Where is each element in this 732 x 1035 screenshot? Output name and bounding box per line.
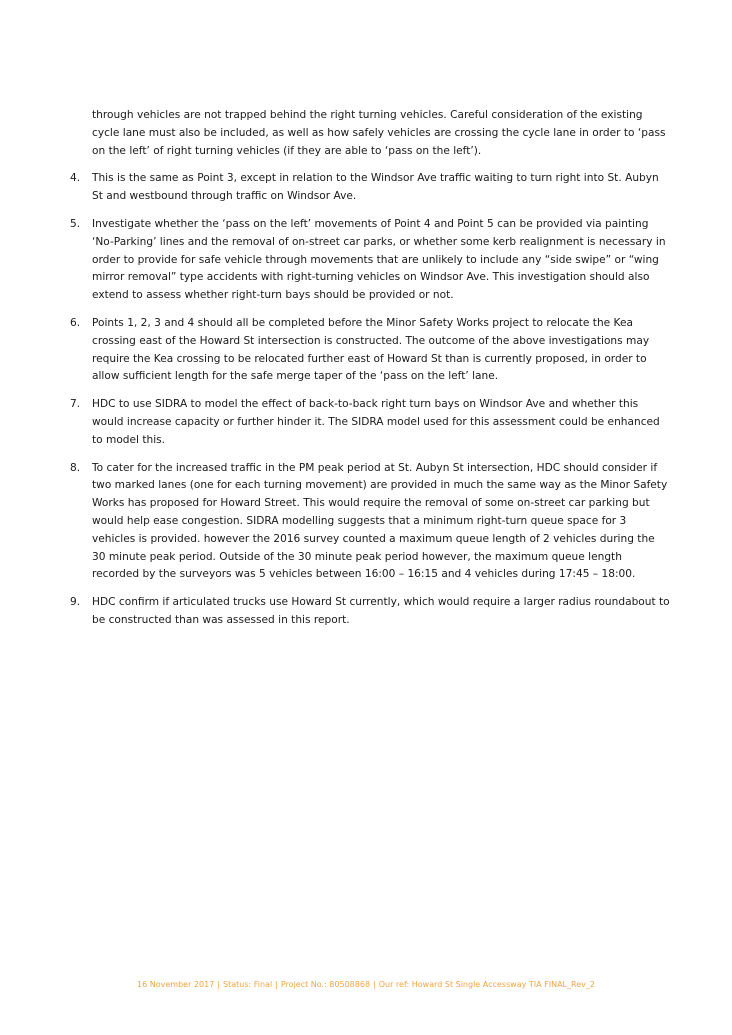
continuation-paragraph: through vehicles are not trapped behind the right turning vehicles. Careful consideration of the existing cycle lane must also be included, as well as how safely vehicles are crossing the cycle lane in order to ‘pass on the left’ of right turning vehicles (if they are able to ‘pass on the left’). xyxy=(92,109,666,157)
footer-separator: | xyxy=(217,980,220,989)
list-item xyxy=(70,315,670,386)
list-item-text: This is the same as Point 3, except in relation to the Windsor Ave traffic waiting to turn right into St. Aubyn St and westbound through traffic on Windsor Ave. xyxy=(92,172,659,203)
list-item-number: 9. xyxy=(70,596,81,609)
list-item-number: 4. xyxy=(70,172,81,185)
list-item-number: 6. xyxy=(70,316,81,329)
list-item xyxy=(70,460,670,585)
page-footer xyxy=(0,980,732,989)
footer-separator: | xyxy=(275,980,278,989)
list-item-text: HDC to use SIDRA to model the effect of back-to-back right turn bays on Windsor Ave and whether this would increase capacity or further hinder it. The SIDRA model used for this assessment could be enhanced to model this. xyxy=(92,398,660,446)
document-body xyxy=(70,107,670,630)
footer-date: 16 November 2017 xyxy=(137,980,215,989)
list-item xyxy=(70,216,670,305)
footer-separator: | xyxy=(373,980,376,989)
footer-status: Status: Final xyxy=(223,980,273,989)
list-item xyxy=(70,396,670,449)
list-item xyxy=(70,594,670,630)
list-item xyxy=(70,170,670,206)
list-item-number: 5. xyxy=(70,217,81,230)
list-item-text: HDC confirm if articulated trucks use Howard St currently, which would require a larger radius roundabout to be constructed than was assessed in this report. xyxy=(92,596,670,626)
footer-reference: Our ref: Howard St Single Accessway TIA FINAL_Rev_2 xyxy=(378,980,595,989)
list-item-text: To cater for the increased traffic in the PM peak period at St. Aubyn St intersection, HDC should consider if two marked lanes (one for each turning movement) are provided in much the same way as the Minor Safety Works has proposed for Howard Street. This would require the removal of some on-street car parking but would help ease congestion. SIDRA modelling suggests that a minimum right-turn queue space for 3 vehicles is provided. however the 2016 survey counted a maximum queue length of 2 vehicles during the 30 minute peak period. Outside of the 30 minute peak period however, the maximum queue length recorded by the surveyors was 5 vehicles between 16:00 – 16:15 and 4 vehicles during 17:45 – 18:00. xyxy=(92,461,668,581)
list-item-text: Points 1, 2, 3 and 4 should all be completed before the Minor Safety Works project to relocate the Kea crossing east of the Howard St intersection is constructed. The outcome of the above investigations may require the Kea crossing to be relocated further east of Howard St than is currently proposed, in order to allow sufficient length for the safe merge taper of the ‘pass on the left’ lane. xyxy=(92,316,650,383)
list-item-number: 7. xyxy=(70,398,81,411)
list-item-number: 8. xyxy=(70,461,81,474)
footer-project-number: Project No.: 80508868 xyxy=(280,980,371,989)
list-item-text: Investigate whether the ‘pass on the left’ movements of Point 4 and Point 5 can be provided via painting ‘No-Parking’ lines and the removal of on-street car parks, or whether some kerb realignment is necessary in order to provide for safe vehicle through movements that are unlikely to include any “side swipe” or “wing mirror removal” type accidents with right-turning vehicles on Windsor Ave. This investigation should also extend to assess whether right-turn bays should be provided or not. xyxy=(92,217,666,302)
